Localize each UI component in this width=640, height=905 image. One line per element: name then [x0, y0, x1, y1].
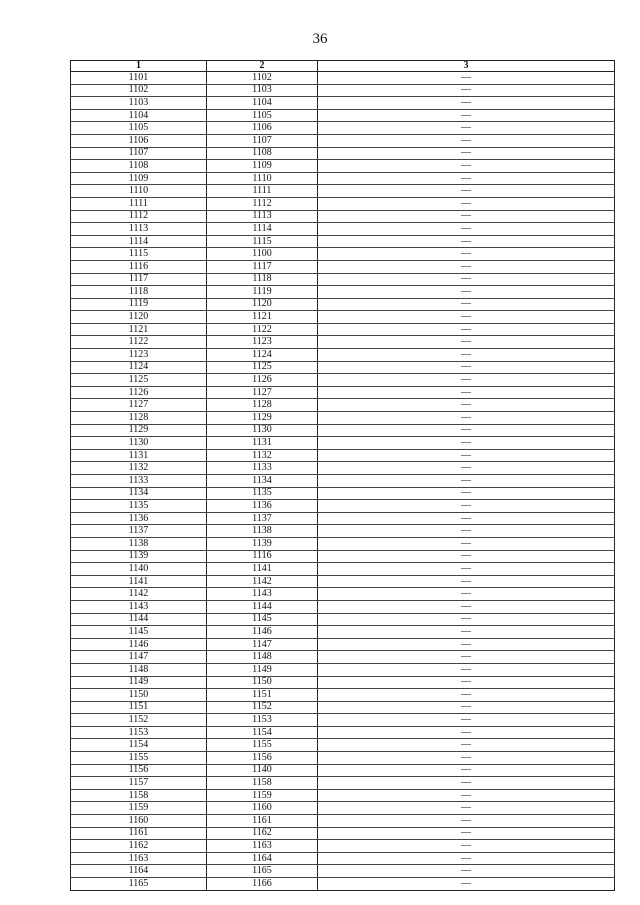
cell-column-3: —: [318, 298, 615, 311]
cell-column-3: —: [318, 852, 615, 865]
cell-column-3: —: [318, 97, 615, 110]
table-row: [71, 248, 615, 261]
cell-column-3: —: [318, 349, 615, 362]
cell-column-2: 1127: [207, 386, 318, 399]
cell-column-3: —: [318, 109, 615, 122]
column-header-1: 1: [71, 61, 207, 72]
cell-column-2: 1133: [207, 462, 318, 475]
table-row: [71, 726, 615, 739]
cell-column-2: 1141: [207, 563, 318, 576]
cell-column-2: 1110: [207, 172, 318, 185]
cell-column-1: 1113: [71, 223, 207, 236]
cell-column-2: 1131: [207, 437, 318, 450]
table-row: [71, 550, 615, 563]
table-row: [71, 613, 615, 626]
cell-column-2: 1142: [207, 575, 318, 588]
cell-column-1: 1122: [71, 336, 207, 349]
cell-column-3: —: [318, 399, 615, 412]
cell-column-3: —: [318, 185, 615, 198]
cell-column-1: 1102: [71, 84, 207, 97]
table-row: [71, 663, 615, 676]
table-row: [71, 235, 615, 248]
cell-column-1: 1164: [71, 865, 207, 878]
table-row: [71, 537, 615, 550]
cell-column-2: 1106: [207, 122, 318, 135]
cell-column-3: —: [318, 374, 615, 387]
data-table: [70, 60, 615, 891]
table-row: [71, 600, 615, 613]
table-row: [71, 349, 615, 362]
table-row: [71, 714, 615, 727]
table-row: [71, 865, 615, 878]
column-header-2: 2: [207, 61, 318, 72]
cell-column-2: 1138: [207, 525, 318, 538]
table-header-row: [71, 61, 615, 72]
table-row: [71, 651, 615, 664]
cell-column-1: 1155: [71, 752, 207, 765]
cell-column-1: 1146: [71, 638, 207, 651]
cell-column-1: 1107: [71, 147, 207, 160]
cell-column-1: 1161: [71, 827, 207, 840]
cell-column-3: —: [318, 537, 615, 550]
table-row: [71, 575, 615, 588]
cell-column-2: 1145: [207, 613, 318, 626]
table-row: [71, 878, 615, 891]
cell-column-1: 1123: [71, 349, 207, 362]
cell-column-2: 1108: [207, 147, 318, 160]
cell-column-2: 1152: [207, 701, 318, 714]
cell-column-3: —: [318, 764, 615, 777]
cell-column-2: 1114: [207, 223, 318, 236]
cell-column-3: —: [318, 651, 615, 664]
cell-column-2: 1136: [207, 500, 318, 513]
cell-column-1: 1134: [71, 487, 207, 500]
table-row: [71, 210, 615, 223]
table-row: [71, 752, 615, 765]
table-row: [71, 286, 615, 299]
cell-column-3: —: [318, 172, 615, 185]
table-row: [71, 147, 615, 160]
cell-column-2: 1137: [207, 512, 318, 525]
table-row: [71, 638, 615, 651]
cell-column-1: 1152: [71, 714, 207, 727]
table-body: [71, 72, 615, 891]
cell-column-1: 1140: [71, 563, 207, 576]
cell-column-2: 1120: [207, 298, 318, 311]
table-row: [71, 437, 615, 450]
cell-column-1: 1137: [71, 525, 207, 538]
cell-column-3: —: [318, 122, 615, 135]
cell-column-2: 1122: [207, 323, 318, 336]
cell-column-3: —: [318, 273, 615, 286]
cell-column-1: 1165: [71, 878, 207, 891]
cell-column-3: —: [318, 701, 615, 714]
cell-column-3: —: [318, 588, 615, 601]
cell-column-1: 1101: [71, 72, 207, 85]
cell-column-1: 1139: [71, 550, 207, 563]
cell-column-3: —: [318, 84, 615, 97]
cell-column-1: 1144: [71, 613, 207, 626]
cell-column-3: —: [318, 235, 615, 248]
cell-column-2: 1146: [207, 626, 318, 639]
cell-column-1: 1145: [71, 626, 207, 639]
cell-column-3: —: [318, 462, 615, 475]
cell-column-2: 1160: [207, 802, 318, 815]
cell-column-1: 1162: [71, 840, 207, 853]
cell-column-1: 1103: [71, 97, 207, 110]
cell-column-2: 1161: [207, 815, 318, 828]
cell-column-1: 1156: [71, 764, 207, 777]
cell-column-3: —: [318, 777, 615, 790]
cell-column-1: 1112: [71, 210, 207, 223]
cell-column-3: —: [318, 197, 615, 210]
table-row: [71, 84, 615, 97]
table-row: [71, 374, 615, 387]
cell-column-3: —: [318, 865, 615, 878]
table-row: [71, 475, 615, 488]
cell-column-2: 1126: [207, 374, 318, 387]
cell-column-3: —: [318, 412, 615, 425]
table-row: [71, 185, 615, 198]
cell-column-2: 1153: [207, 714, 318, 727]
cell-column-1: 1127: [71, 399, 207, 412]
cell-column-1: 1147: [71, 651, 207, 664]
cell-column-1: 1108: [71, 160, 207, 173]
cell-column-1: 1118: [71, 286, 207, 299]
cell-column-1: 1151: [71, 701, 207, 714]
cell-column-1: 1115: [71, 248, 207, 261]
table-row: [71, 323, 615, 336]
cell-column-2: 1162: [207, 827, 318, 840]
cell-column-3: —: [318, 840, 615, 853]
cell-column-2: 1111: [207, 185, 318, 198]
cell-column-2: 1143: [207, 588, 318, 601]
cell-column-2: 1165: [207, 865, 318, 878]
table-row: [71, 273, 615, 286]
cell-column-2: 1123: [207, 336, 318, 349]
table-row: [71, 487, 615, 500]
cell-column-1: 1133: [71, 475, 207, 488]
cell-column-2: 1112: [207, 197, 318, 210]
table-row: [71, 739, 615, 752]
table-row: [71, 172, 615, 185]
cell-column-1: 1124: [71, 361, 207, 374]
table-row: [71, 777, 615, 790]
cell-column-1: 1109: [71, 172, 207, 185]
table-row: [71, 361, 615, 374]
cell-column-1: 1142: [71, 588, 207, 601]
table-row: [71, 412, 615, 425]
cell-column-1: 1141: [71, 575, 207, 588]
table-row: [71, 802, 615, 815]
cell-column-1: 1128: [71, 412, 207, 425]
table-row: [71, 311, 615, 324]
table-row: [71, 386, 615, 399]
table-row: [71, 399, 615, 412]
cell-column-1: 1129: [71, 424, 207, 437]
table-row: [71, 701, 615, 714]
cell-column-3: —: [318, 248, 615, 261]
cell-column-3: —: [318, 714, 615, 727]
cell-column-3: —: [318, 878, 615, 891]
cell-column-2: 1139: [207, 537, 318, 550]
cell-column-3: —: [318, 134, 615, 147]
cell-column-3: —: [318, 638, 615, 651]
cell-column-3: —: [318, 575, 615, 588]
cell-column-1: 1154: [71, 739, 207, 752]
cell-column-2: 1107: [207, 134, 318, 147]
cell-column-2: 1151: [207, 689, 318, 702]
cell-column-3: —: [318, 827, 615, 840]
table-row: [71, 160, 615, 173]
cell-column-1: 1138: [71, 537, 207, 550]
cell-column-2: 1130: [207, 424, 318, 437]
table-row: [71, 197, 615, 210]
cell-column-1: 1163: [71, 852, 207, 865]
cell-column-1: 1157: [71, 777, 207, 790]
table-row: [71, 449, 615, 462]
table-row: [71, 588, 615, 601]
column-header-3: 3: [318, 61, 615, 72]
table-row: [71, 122, 615, 135]
cell-column-3: —: [318, 311, 615, 324]
table-row: [71, 336, 615, 349]
cell-column-2: 1147: [207, 638, 318, 651]
table-row: [71, 424, 615, 437]
page-number: 36: [312, 31, 328, 47]
table-row: [71, 260, 615, 273]
cell-column-2: 1156: [207, 752, 318, 765]
cell-column-3: —: [318, 550, 615, 563]
cell-column-2: 1148: [207, 651, 318, 664]
cell-column-3: —: [318, 160, 615, 173]
cell-column-3: —: [318, 613, 615, 626]
cell-column-2: 1129: [207, 412, 318, 425]
cell-column-2: 1140: [207, 764, 318, 777]
cell-column-2: 1104: [207, 97, 318, 110]
cell-column-3: —: [318, 361, 615, 374]
cell-column-1: 1116: [71, 260, 207, 273]
cell-column-2: 1132: [207, 449, 318, 462]
cell-column-3: —: [318, 210, 615, 223]
cell-column-3: —: [318, 260, 615, 273]
cell-column-2: 1166: [207, 878, 318, 891]
cell-column-3: —: [318, 147, 615, 160]
cell-column-1: 1126: [71, 386, 207, 399]
cell-column-3: —: [318, 449, 615, 462]
cell-column-2: 1105: [207, 109, 318, 122]
cell-column-2: 1113: [207, 210, 318, 223]
table-row: [71, 689, 615, 702]
table-row: [71, 298, 615, 311]
cell-column-3: —: [318, 475, 615, 488]
cell-column-1: 1119: [71, 298, 207, 311]
cell-column-3: —: [318, 563, 615, 576]
cell-column-2: 1125: [207, 361, 318, 374]
cell-column-2: 1144: [207, 600, 318, 613]
cell-column-1: 1153: [71, 726, 207, 739]
cell-column-1: 1114: [71, 235, 207, 248]
table-row: [71, 827, 615, 840]
cell-column-3: —: [318, 726, 615, 739]
cell-column-1: 1110: [71, 185, 207, 198]
cell-column-2: 1124: [207, 349, 318, 362]
cell-column-2: 1128: [207, 399, 318, 412]
cell-column-1: 1132: [71, 462, 207, 475]
cell-column-3: —: [318, 663, 615, 676]
cell-column-3: —: [318, 437, 615, 450]
cell-column-2: 1163: [207, 840, 318, 853]
table-row: [71, 525, 615, 538]
cell-column-2: 1109: [207, 160, 318, 173]
table-row: [71, 109, 615, 122]
table-row: [71, 72, 615, 85]
cell-column-3: —: [318, 802, 615, 815]
cell-column-3: —: [318, 424, 615, 437]
table-row: [71, 815, 615, 828]
cell-column-1: 1135: [71, 500, 207, 513]
cell-column-1: 1120: [71, 311, 207, 324]
cell-column-2: 1118: [207, 273, 318, 286]
cell-column-2: 1135: [207, 487, 318, 500]
cell-column-2: 1149: [207, 663, 318, 676]
cell-column-2: 1159: [207, 789, 318, 802]
cell-column-3: —: [318, 512, 615, 525]
cell-column-3: —: [318, 72, 615, 85]
table-row: [71, 97, 615, 110]
cell-column-3: —: [318, 525, 615, 538]
cell-column-1: 1105: [71, 122, 207, 135]
table-row: [71, 512, 615, 525]
table-row: [71, 462, 615, 475]
cell-column-1: 1125: [71, 374, 207, 387]
cell-column-1: 1117: [71, 273, 207, 286]
cell-column-2: 1154: [207, 726, 318, 739]
cell-column-3: —: [318, 487, 615, 500]
cell-column-1: 1143: [71, 600, 207, 613]
cell-column-3: —: [318, 386, 615, 399]
cell-column-1: 1158: [71, 789, 207, 802]
cell-column-2: 1119: [207, 286, 318, 299]
cell-column-1: 1148: [71, 663, 207, 676]
table-row: [71, 676, 615, 689]
cell-column-1: 1104: [71, 109, 207, 122]
table-row: [71, 840, 615, 853]
table-row: [71, 852, 615, 865]
cell-column-2: 1134: [207, 475, 318, 488]
cell-column-2: 1100: [207, 248, 318, 261]
cell-column-2: 1115: [207, 235, 318, 248]
cell-column-1: 1150: [71, 689, 207, 702]
cell-column-3: —: [318, 600, 615, 613]
table-row: [71, 626, 615, 639]
cell-column-3: —: [318, 815, 615, 828]
table-row: [71, 764, 615, 777]
cell-column-3: —: [318, 336, 615, 349]
cell-column-1: 1130: [71, 437, 207, 450]
cell-column-1: 1121: [71, 323, 207, 336]
cell-column-2: 1158: [207, 777, 318, 790]
cell-column-3: —: [318, 500, 615, 513]
cell-column-1: 1160: [71, 815, 207, 828]
cell-column-1: 1131: [71, 449, 207, 462]
cell-column-3: —: [318, 323, 615, 336]
cell-column-3: —: [318, 789, 615, 802]
cell-column-1: 1159: [71, 802, 207, 815]
cell-column-2: 1103: [207, 84, 318, 97]
cell-column-2: 1116: [207, 550, 318, 563]
cell-column-3: —: [318, 676, 615, 689]
table-row: [71, 563, 615, 576]
cell-column-2: 1121: [207, 311, 318, 324]
cell-column-2: 1117: [207, 260, 318, 273]
cell-column-3: —: [318, 739, 615, 752]
cell-column-1: 1149: [71, 676, 207, 689]
cell-column-1: 1136: [71, 512, 207, 525]
table-row: [71, 134, 615, 147]
cell-column-3: —: [318, 689, 615, 702]
cell-column-1: 1106: [71, 134, 207, 147]
cell-column-2: 1155: [207, 739, 318, 752]
cell-column-2: 1164: [207, 852, 318, 865]
table-row: [71, 500, 615, 513]
cell-column-1: 1111: [71, 197, 207, 210]
cell-column-2: 1150: [207, 676, 318, 689]
cell-column-3: —: [318, 223, 615, 236]
table-row: [71, 789, 615, 802]
cell-column-2: 1102: [207, 72, 318, 85]
cell-column-3: —: [318, 286, 615, 299]
table-row: [71, 223, 615, 236]
cell-column-3: —: [318, 752, 615, 765]
cell-column-3: —: [318, 626, 615, 639]
